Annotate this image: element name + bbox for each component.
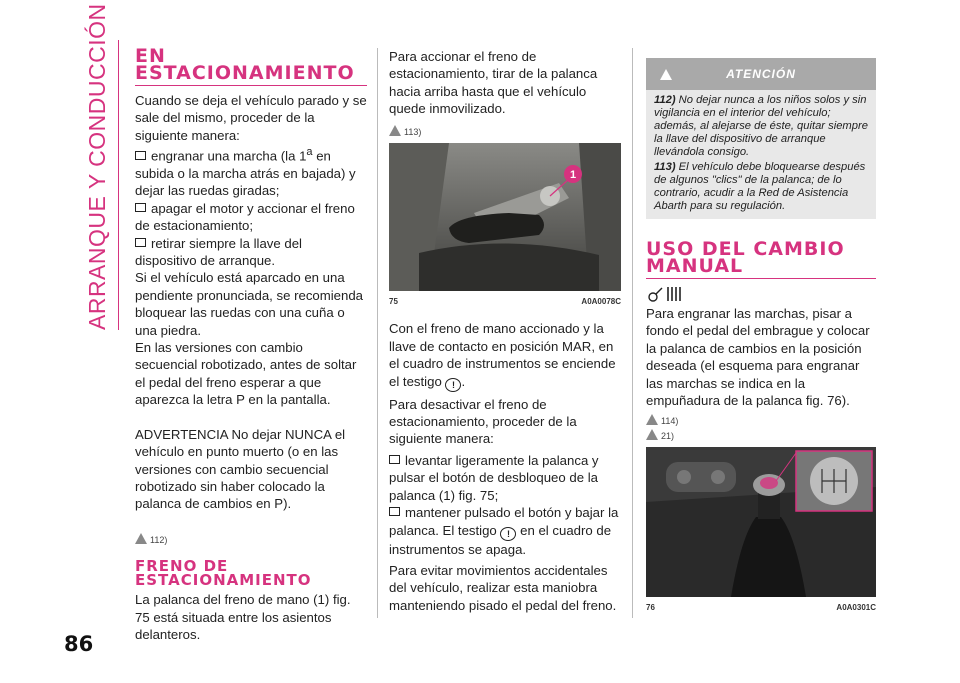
brake-release-bullet-1: levantar ligeramente la palanca y pulsar el botón de desbloqueo de la palanca (1) fig. 75; — [389, 452, 599, 503]
parking-brake-intro: La palanca del freno de mano (1) fig. 75 está situada entre los asientos delanteros. — [135, 592, 351, 642]
attention-box-header — [646, 58, 876, 90]
manual-gearbox-icon — [646, 285, 876, 303]
brake-warning-light-icon: ! — [445, 378, 461, 392]
parking-bullet-2: apagar el motor y accionar el freno de estacionamiento; — [135, 200, 355, 234]
bullet-square-icon — [135, 151, 146, 160]
parking-para-slope: Si el vehículo está aparcado en una pendiente pronunciada, se recomienda bloquear las ruedas con una cuña o una piedra. — [135, 270, 364, 338]
gearshift-illustration — [646, 447, 876, 597]
parking-intro: Cuando se deja el vehículo parado y se sale del mismo, proceder de la siguiente manera: — [135, 93, 367, 143]
warning-ref-113: 113) — [389, 122, 621, 141]
column-3 — [646, 58, 876, 617]
warning-ref-114: 114) — [646, 413, 876, 428]
column-divider-2 — [632, 48, 633, 618]
figure-code: A0A0301C — [836, 603, 876, 613]
heading-rule — [646, 278, 876, 279]
heading-rule — [135, 85, 367, 86]
handbrake-illustration — [389, 143, 621, 291]
attention-item-113: 113) El vehículo debe bloquearse después de algunos "clics" de la palanca; de lo contrario, acudir a la Red de Asistencia Abarth para su regulación. — [654, 161, 866, 212]
figure-number: 76 — [646, 603, 655, 613]
section-heading-parking-brake: FRENO DE ESTACIONAMIENTO — [135, 557, 312, 590]
figure-76-gearshift-photo — [646, 447, 876, 597]
attention-title: ATENCIÓN — [726, 67, 796, 81]
warning-ref-112: 112) — [135, 530, 367, 549]
warning-triangle-icon — [646, 429, 658, 440]
parking-bullet-1: engranar una marcha (la 1$^a$ en subida o la marcha atrás en bajada) y dejar las ruedas giradas; — [135, 146, 356, 199]
parking-para-sequential: En las versiones con cambio secuencial robotizado, antes de soltar el pedal del freno esperar a que aparezca la letra P en la pantalla. — [135, 340, 357, 408]
column-1 — [135, 45, 367, 643]
warning-triangle-icon — [135, 533, 147, 544]
section-heading-parking: EN ESTACIONAMIENTO — [135, 45, 355, 84]
warning-ref-21: 21) — [646, 428, 876, 443]
page-number: 86 — [64, 632, 94, 656]
attention-box-body — [646, 90, 876, 219]
parking-bullet-3: retirar siempre la llave del dispositivo de arranque. — [135, 235, 302, 269]
column-divider-1 — [377, 48, 378, 618]
parking-warning: ADVERTENCIA No dejar NUNCA el vehículo en punto muerto (o en las versiones con cambio secuencial robotizado sin haber colocado la palanca de cambios en P). — [135, 426, 346, 512]
figure-callout-1: 1 — [569, 169, 577, 182]
brake-safety-text: Para evitar movimientos accidentales del vehículo, realizar esta maniobra manteniendo pisado el pedal del freno. — [389, 562, 617, 613]
figure-76-caption — [646, 599, 876, 616]
warning-triangle-icon — [389, 125, 401, 136]
warning-triangle-icon — [660, 69, 672, 80]
side-divider — [118, 40, 119, 330]
brake-release-bullet-2: mantener pulsado el botón y bajar la palanca. El testigo ! en el cuadro de instrumentos se apaga. — [389, 505, 619, 557]
brake-release-intro: Para desactivar el freno de estacionamiento, proceder de la siguiente manera: — [389, 396, 577, 447]
manual-gearbox-text: Para engranar las marchas, pisar a fondo el pedal del embrague y colocar la palanca de cambios en la posición deseada (el esquema para engranar las marchas se indica en la empuñadura de la palanca fig. 76). — [646, 306, 870, 409]
figure-75-handbrake-photo — [389, 143, 621, 291]
figure-code: A0A0078C — [581, 297, 621, 307]
brake-apply-text: Para accionar el freno de estacionamiento, tirar de la palanca hacia arriba hasta que el vehículo quede inmovilizado. — [389, 49, 598, 117]
figure-number: 75 — [389, 297, 398, 307]
brake-indicator-text: Con el freno de mano accionado y la llave de contacto en posición MAR, en el cuadro de instrumentos se enciende el testigo ! . — [389, 321, 616, 390]
attention-item-112: 112) No dejar nunca a los niños solos y sin vigilancia en el interior del vehículo; además, al alejarse de éste, quitar siempre la llave del dispositivo de arranque llevándola consigo. — [654, 94, 868, 158]
bullet-square-icon — [135, 203, 146, 212]
warning-triangle-icon — [646, 414, 658, 425]
side-section-title: ARRANQUE Y CONDUCCIÓN — [84, 3, 110, 330]
bullet-square-icon — [135, 238, 146, 247]
bullet-square-icon — [389, 455, 400, 464]
section-heading-manual-gearbox: USO DEL CAMBIO MANUAL — [646, 238, 845, 277]
column-2 — [389, 48, 621, 614]
brake-warning-light-icon: ! — [500, 527, 516, 541]
figure-75-caption — [389, 293, 621, 310]
bullet-square-icon — [389, 507, 400, 516]
